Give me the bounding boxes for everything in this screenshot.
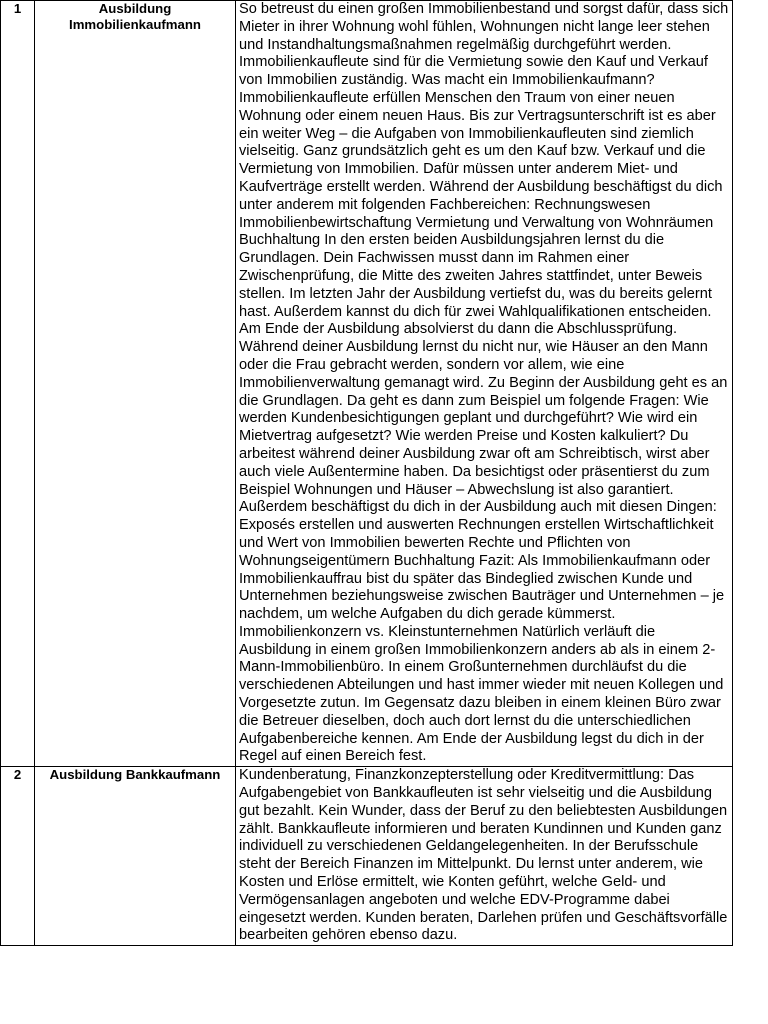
table-row — [1, 767, 733, 946]
row-description: Kundenberatung, Finanzkonzepterstellung oder Kreditvermittlung: Das Aufgabengebiet von Bankkaufleuten ist sehr vielseitig und die Ausbildung gut bezahlt. Kein Wunder, dass der Beruf zu den beliebtesten Ausbildungen zählt. Bankkaufleute informieren und beraten Kundinnen und Kunden ganz individuell zu verschiedenen Geldangelegenheiten. In der Berufsschule steht der Bereich Finanzen im Mittelpunkt. Du lernst unter anderem, wie Kosten und Erlöse ermittelt, wie Konten geführt, welche Geld- und Vermögensanlagen angeboten und welche EDV-Programme dabei eingesetzt werden. Kunden beraten, Darlehen prüfen und Geschäftsvorfälle bearbeiten gehören ebenso dazu. — [236, 767, 733, 946]
row-number: 1 — [1, 1, 35, 767]
row-description: So betreust du einen großen Immobilienbestand und sorgst dafür, dass sich Mieter in ihrer Wohnung wohl fühlen, Wohnungen nicht lange leer stehen und Instandhaltungsmaßnahmen regelmäßig durchgeführt werden. Immobilienkaufleute sind für die Vermietung sowie den Kauf und Verkauf von Immobilien zuständig. Was macht ein Immobilienkaufmann? Immobilienkaufleute erfüllen Menschen den Traum von einer neuen Wohnung oder einem neuen Haus. Bis zur Vertragsunterschrift ist es aber ein weiter Weg – die Aufgaben von Immobilienkaufleuten sind ziemlich vielseitig. Ganz grundsätzlich geht es um den Kauf bzw. Verkauf und die Vermietung von Immobilien. Dafür müssen unter anderem Miet- und Kaufverträge erstellt werden. Während der Ausbildung beschäftigst du dich unter anderem mit folgenden Fachbereichen: Rechnungswesen Immobilienbewirtschaftung Vermietung und Verwaltung von Wohnräumen Buchhaltung In den ersten beiden Ausbildungsjahren lernst du die Grundlagen. Dein Fachwissen musst dann im Rahmen einer Zwischenprüfung, die Mitte des zweiten Jahres stattfindet, unter Beweis stellen. Im letzten Jahr der Ausbildung vertiefst du, was du bereits gelernt hast. Außerdem kannst du dich für zwei Wahlqualifikationen entscheiden. Am Ende der Ausbildung absolvierst du dann die Abschlussprüfung. Während deiner Ausbildung lernst du nicht nur, wie Häuser an den Mann oder die Frau gebracht werden, sondern vor allem, wie eine Immobilienverwaltung gemanagt wird. Zu Beginn der Ausbildung geht es an die Grundlagen. Da geht es dann zum Beispiel um folgende Fragen: Wie werden Kundenbesichtigungen geplant und durchgeführt? Wie wird ein Mietvertrag aufgesetzt? Wie werden Preise und Kosten kalkuliert? Du arbeitest während deiner Ausbildung zwar oft am Schreibtisch, wirst aber auch viele Außentermine haben. Da besichtigst oder präsentierst du zum Beispiel Wohnungen und Häuser – Abwechslung ist also garantiert. Außerdem beschäftigst du dich in der Ausbildung auch mit diesen Dingen: Exposés erstellen und auswerten Rechnungen erstellen Wirtschaftlichkeit und Wert von Immobilien bewerten Rechte und Pflichten von Wohnungseigentümern Buchhaltung Fazit: Als Immobilienkaufmann oder Immobilienkauffrau bist du später das Bindeglied zwischen Kunde und Unternehmen beziehungsweise zwischen Bauträger und Unternehmen – je nachdem, um welche Aufgaben du dich gerade kümmerst. Immobilienkonzern vs. Kleinstunternehmen Natürlich verläuft die Ausbildung in einem großen Immobilienkonzern anders ab als in einem 2-Mann-Immobilienbüro. In einem Großunternehmen durchläufst du die verschiedenen Abteilungen und hast immer wieder mit neuen Kollegen und Vorgesetzte zutun. Im Gegensatz dazu bleiben in einem kleinen Büro zwar die Betreuer dieselben, doch auch dort lernst du die unterschiedlichen Aufgabenbereiche kennen. Am Ende der Ausbildung legst du dich in der Regel auf einen Bereich fest. — [236, 1, 733, 767]
row-number: 2 — [1, 767, 35, 946]
row-title: Ausbildung Immobilienkaufmann — [35, 1, 236, 767]
row-title: Ausbildung Bankkaufmann — [35, 767, 236, 946]
table-row — [1, 1, 733, 767]
